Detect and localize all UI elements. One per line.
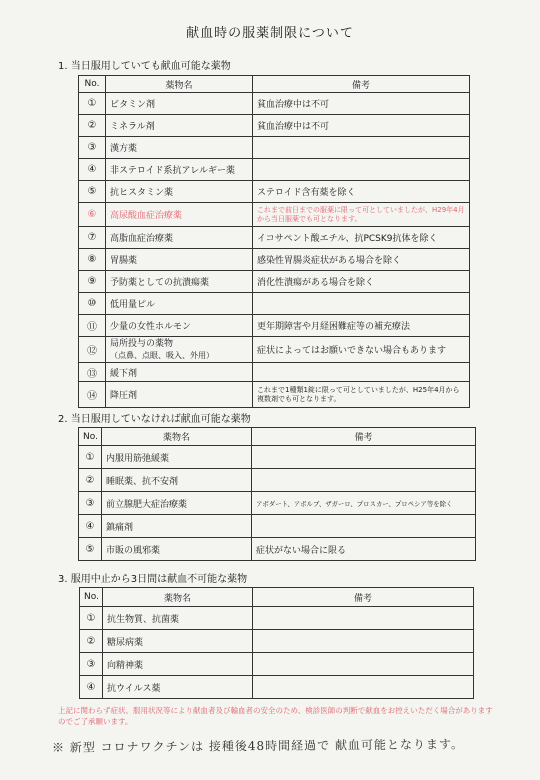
table-row (79, 181, 470, 203)
table-row (79, 293, 470, 315)
row-number: ⑦ (79, 227, 106, 249)
header-name: 薬物名 (102, 428, 252, 446)
row-number: ④ (80, 676, 103, 699)
drug-name: 抗生物質、抗菌薬 (103, 607, 253, 630)
header-name: 薬物名 (106, 76, 253, 93)
row-number: ⑥ (79, 203, 106, 227)
table-row (79, 315, 470, 337)
header-note: 備考 (253, 76, 470, 93)
row-number: ① (80, 607, 103, 630)
table-row (79, 515, 476, 538)
drug-name: 抗ヒスタミン薬 (106, 181, 253, 203)
drug-name: 局所投与の薬物 (110, 338, 174, 349)
remark: 貧血治療中は不可 (253, 93, 470, 115)
row-number: ② (79, 115, 106, 137)
remark: ステロイド含有薬を除く (253, 181, 470, 203)
drug-name: 睡眠薬、抗不安剤 (102, 469, 252, 492)
row-number: ⑪ (79, 315, 106, 337)
remark: イコサペント酸エチル、抗PCSK9抗体を除く (253, 227, 470, 249)
section-2-heading: 2. 当日服用していなければ献血可能な薬物 (58, 414, 251, 425)
drug-name: 市販の風邪薬 (102, 538, 252, 561)
row-number: ⑤ (79, 181, 106, 203)
drug-name: ミネラル剤 (106, 115, 253, 137)
table-section-2 (78, 427, 476, 561)
drug-name: 低用量ピル (106, 293, 253, 315)
drug-name: 高尿酸血症治療薬 (106, 203, 253, 227)
handwritten-note: ※ 新型 コロナワクチンは 接種後48時間経過で 献血可能となります。 (51, 737, 465, 755)
table-section-3 (79, 587, 474, 699)
row-number: ① (79, 446, 102, 469)
drug-name: 緩下剤 (106, 363, 253, 382)
table-row (79, 227, 470, 249)
drug-name: 前立腺肥大症治療薬 (102, 492, 252, 515)
table-row (80, 653, 474, 676)
table-row (79, 93, 470, 115)
table-row (79, 271, 470, 293)
table-row (79, 337, 470, 363)
row-number: ⑩ (79, 293, 106, 315)
table-row (80, 630, 474, 653)
remark: 更年期障害や月経困難症等の補充療法 (253, 315, 470, 337)
header-no: No. (79, 76, 106, 93)
header-no: No. (80, 588, 103, 607)
row-number: ① (79, 93, 106, 115)
remark (252, 446, 476, 469)
drug-name: 糖尿病薬 (103, 630, 253, 653)
remark (253, 630, 474, 653)
remark: これまで1種類1錠に限って可としていましたが、H25年4月から複数剤でも可となります。 (253, 382, 470, 408)
row-number: ④ (79, 159, 106, 181)
row-number: ⑭ (79, 382, 106, 408)
header-name: 薬物名 (103, 588, 253, 607)
remark: 感染性胃腸炎症状がある場合を除く (253, 249, 470, 271)
remark: 消化性潰瘍がある場合を除く (253, 271, 470, 293)
table-row (79, 382, 470, 408)
row-number: ⑫ (79, 337, 106, 363)
row-number: ⑧ (79, 249, 106, 271)
row-number: ③ (79, 137, 106, 159)
table-row (79, 538, 476, 561)
row-number: ② (80, 630, 103, 653)
remark (252, 515, 476, 538)
table-row (79, 249, 470, 271)
row-number: ⑨ (79, 271, 106, 293)
remark (253, 676, 474, 699)
table-row (79, 203, 470, 227)
remark (252, 469, 476, 492)
drug-name: 抗ウイルス薬 (103, 676, 253, 699)
remark (253, 293, 470, 315)
drug-name: 高脂血症治療薬 (106, 227, 253, 249)
drug-name: 予防薬としての抗潰瘍薬 (106, 271, 253, 293)
drug-name: 向精神薬 (103, 653, 253, 676)
section-3-heading: 3. 服用中止から3日間は献血不可能な薬物 (58, 574, 248, 585)
row-number: ④ (79, 515, 102, 538)
drug-name-cell (106, 337, 253, 363)
row-number: ⑬ (79, 363, 106, 382)
row-number: ③ (79, 492, 102, 515)
section-1-heading: 1. 当日服用していても献血可能な薬物 (58, 61, 231, 72)
table-row (79, 363, 470, 382)
header-note: 備考 (253, 588, 474, 607)
table-row (79, 446, 476, 469)
drug-name: 鎮痛剤 (102, 515, 252, 538)
drug-name: ビタミン剤 (106, 93, 253, 115)
table-row (79, 159, 470, 181)
drug-name: 内服用筋弛緩薬 (102, 446, 252, 469)
table-row (79, 115, 470, 137)
remark: 症状がない場合に限る (252, 538, 476, 561)
table-row (80, 676, 474, 699)
footer-disclaimer: 上記に関わらず症状、服用状況等により献血者及び輸血者の安全のため、検診医師の判断で献血をお控えいただく場合がありますのでご了承願います。 (58, 706, 493, 726)
row-number: ③ (80, 653, 103, 676)
drug-name: 降圧剤 (106, 382, 253, 408)
table-row (79, 492, 476, 515)
remark (253, 653, 474, 676)
remark (253, 159, 470, 181)
remark: アボダート、アボルブ、ザガーロ、プロスカー、プロペシア等を除く (252, 492, 476, 515)
table-row (80, 607, 474, 630)
drug-name: 漢方薬 (106, 137, 253, 159)
drug-name: 少量の女性ホルモン (106, 315, 253, 337)
remark: これまで前日までの服薬に限って可としていましたが、H29年4月から当日服薬でも可となります。 (253, 203, 470, 227)
drug-name: 非ステロイド系抗アレルギー薬 (106, 159, 253, 181)
table-row (79, 469, 476, 492)
remark (253, 607, 474, 630)
header-note: 備考 (252, 428, 476, 446)
remark: 症状によってはお願いできない場合もあります (253, 337, 470, 363)
row-number: ② (79, 469, 102, 492)
header-no: No. (79, 428, 102, 446)
page-title: 献血時の服薬制限について (186, 26, 354, 41)
table-section-1 (78, 75, 470, 408)
drug-name: 胃腸薬 (106, 249, 253, 271)
drug-name-detail: （点鼻、点眼、吸入、外用） (110, 350, 214, 360)
remark: 貧血治療中は不可 (253, 115, 470, 137)
remark (253, 363, 470, 382)
row-number: ⑤ (79, 538, 102, 561)
remark (253, 137, 470, 159)
table-row (79, 137, 470, 159)
